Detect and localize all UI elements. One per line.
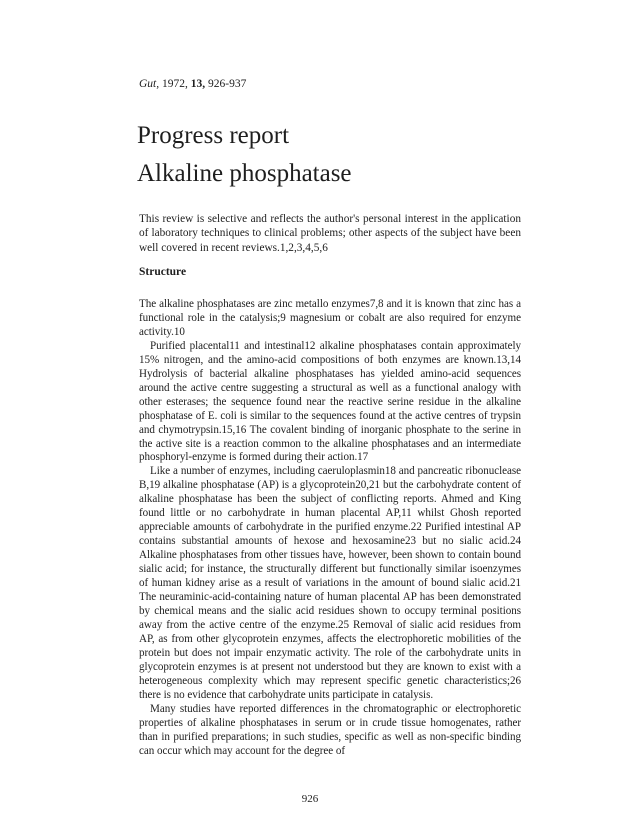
section-heading-structure: Structure bbox=[139, 266, 187, 278]
body-paragraph: The alkaline phosphatases are zinc metallo enzymes7,8 and it is known that zinc has a functional role in the catalysis;9 magnesium or cobalt are also required for enzyme activity.10 bbox=[139, 298, 521, 338]
journal-name: Gut bbox=[139, 78, 157, 90]
page-number: 926 bbox=[301, 793, 319, 805]
body-paragraph: Many studies have reported differences in the chromatographic or electrophoretic properties of alkaline phosphatases in serum or in crude tissue homogenates, rather than in purified preparations; in such studies, specific as well as non-specific binding can occur which may account for the degree of bbox=[139, 702, 521, 757]
report-type-title: Progress report bbox=[137, 122, 290, 149]
intro-paragraph: This review is selective and reflects the author's personal interest in the application of laboratory techniques to clinical problems; other aspects of the subject have been well covered in recent reviews.1,2,3,4,5,6 bbox=[139, 213, 521, 254]
structure-section-body bbox=[139, 298, 521, 758]
body-paragraph: Purified placental11 and intestinal12 alkaline phosphatases contain approximately 15% nitrogen, and the amino-acid compositions of both enzymes are known.13,14 Hydrolysis of bacterial alkaline phosphatases has yielded amino-acid sequences around the active centre suggesting a structural as well as a functional analogy with other esterases; the sequence found near the reactive serine residue in the alkaline phosphatase of E. coli is similar to the sequences found at the active centres of trypsin and chymotrypsin.15,16 The covalent binding of inorganic phosphate to the serine in the active site is a reaction common to the alkaline phosphatases and an intermediate phosphoryl-enzyme is formed during their action.17 bbox=[139, 339, 521, 464]
article-title: Alkaline phosphatase bbox=[137, 160, 352, 187]
journal-pages: 926-937 bbox=[208, 78, 247, 90]
journal-citation: Gut, 1972, 13, 926-937 bbox=[139, 78, 247, 90]
body-paragraph: Like a number of enzymes, including caeruloplasmin18 and pancreatic ribonuclease B,19 alkaline phosphatase (AP) is a glycoprotein20,21 but the carbohydrate content of alkaline phosphatase has been the subject of conflicting reports. Ahmed and King found little or no carbohydrate in human placental AP,11 whilst Ghosh reported appreciable amounts of carbohydrate in the purified enzyme.22 Purified intestinal AP contains substantial amounts of hexose and hexosamine23 but no sialic acid.24 Alkaline phosphatases from other tissues have, however, been shown to contain bound sialic acid; for instance, the structurally different but functionally similar isoenzymes of human kidney arise as a result of variations in the amount of bound sialic acid.21 The neuraminic-acid-containing nature of human placental AP has been demonstrated by chemical means and the sialic acid residues shown to occupy terminal positions away from the active centre of the enzyme.25 Removal of sialic acid residues from AP, as from other glycoprotein enzymes, affects the electrophoretic mobilities of the protein but does not impair enzymatic activity. The role of the carbohydrate units in glycoprotein enzymes is at present not understood but they are known to exist with a heterogeneous complexity which may represent specific genetic characteristics;26 there is no evidence that carbohydrate units participate in catalysis. bbox=[139, 465, 521, 701]
journal-volume: 13, bbox=[190, 78, 206, 90]
journal-year: 1972, bbox=[162, 78, 188, 90]
